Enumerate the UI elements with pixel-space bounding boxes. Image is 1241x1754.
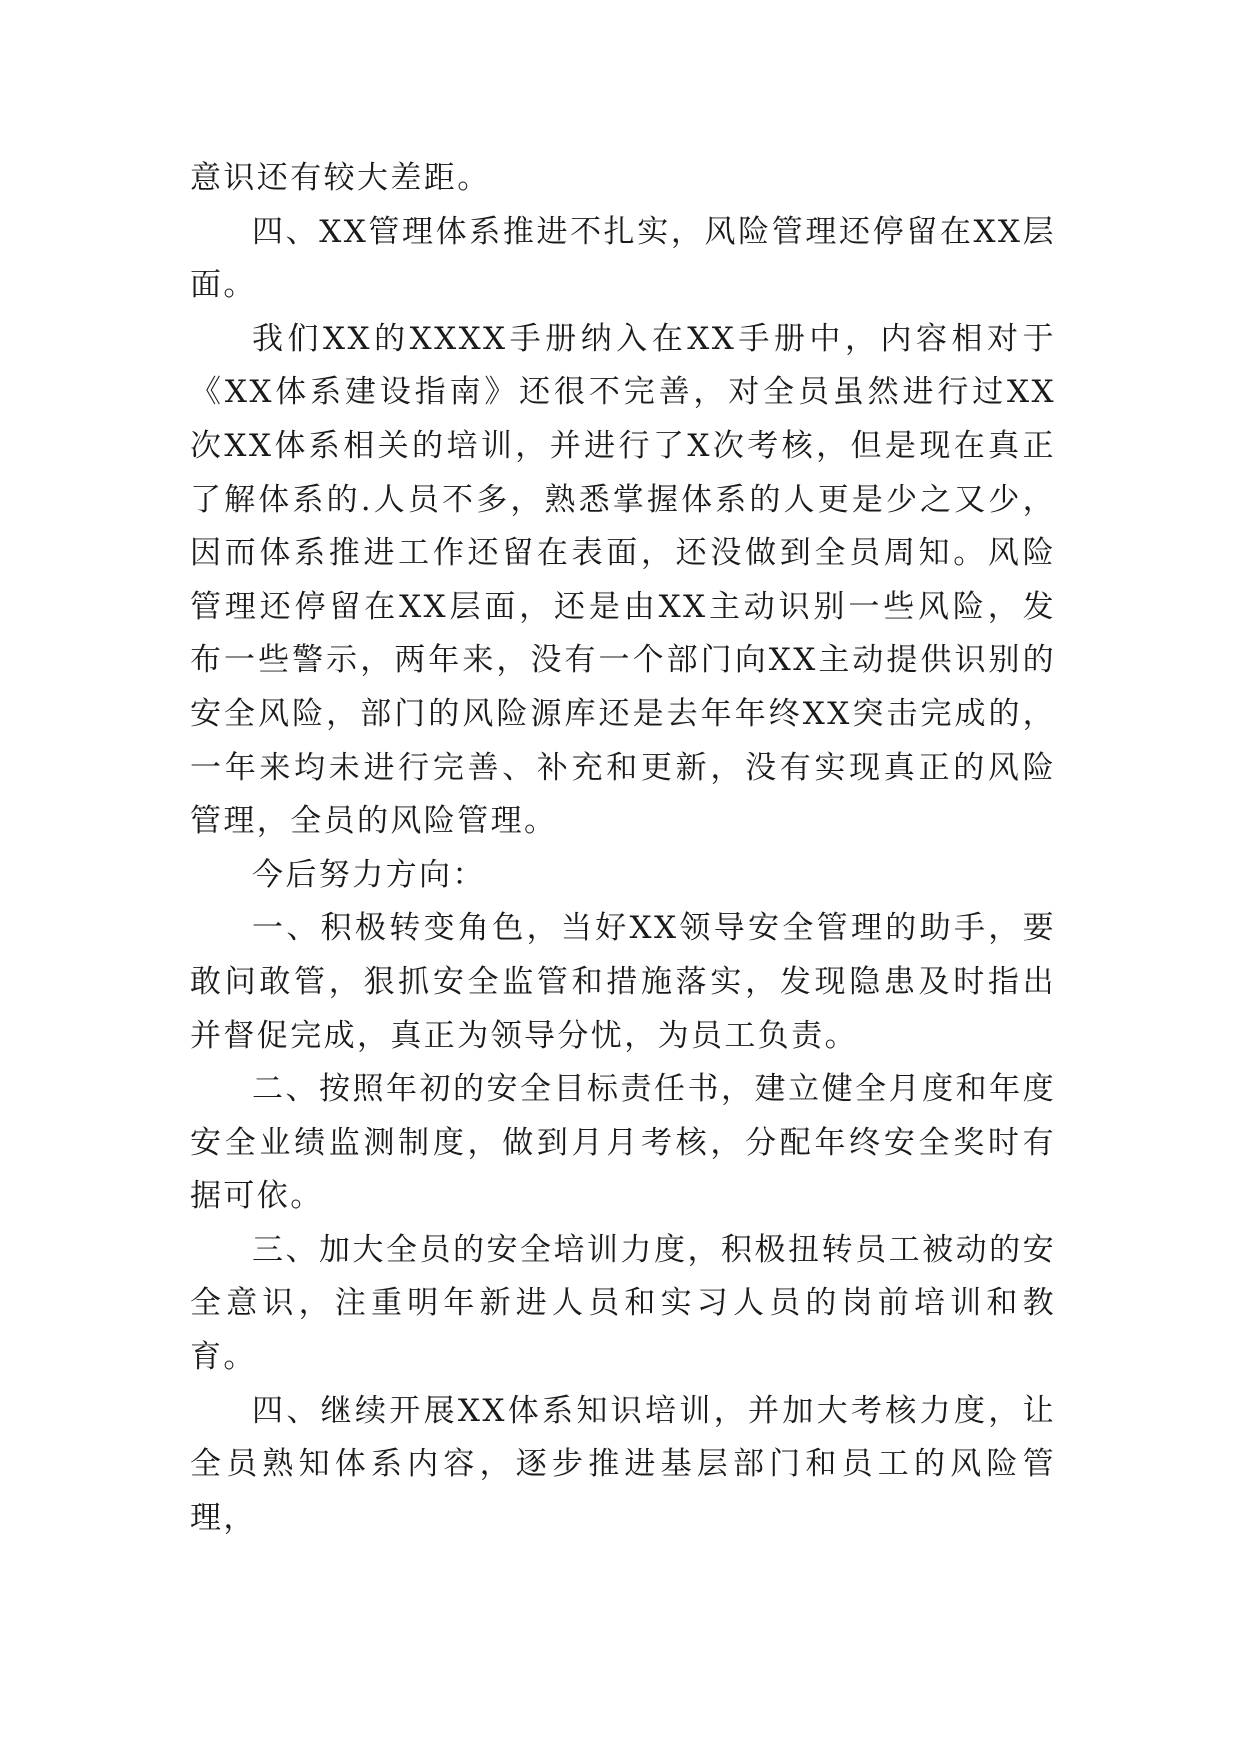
paragraph-direction-four: 四、继续开展XX体系知识培训，并加大考核力度，让全员熟知体系内容，逐步推进基层部门和员工的风险管理， [190,1392,1056,1536]
paragraph-direction-one: 一、积极转变角色，当好XX领导安全管理的助手，要敢问敢管，狠抓安全监管和措施落实，发现隐患及时指出并督促完成，真正为领导分忧，为员工负责。 [190,910,1056,1054]
paragraph-direction-two: 二、按照年初的安全目标责任书，建立健全月度和年度安全业绩监测制度，做到月月考核，分配年终安全奖时有据可依。 [190,1071,1056,1215]
paragraph-direction-three: 三、加大全员的安全培训力度，积极扭转员工被动的安全意识，注重明年新进人员和实习人员的岗前培训和教育。 [190,1231,1056,1376]
paragraph-future-direction-heading: 今后努力方向： [252,856,486,893]
paragraph-section-four-body: 我们XX的XXXX手册纳入在XX手册中，内容相对于《XX体系建设指南》还很不完善，对全员虽然进行过XX次XX体系相关的培训，并进行了X次考核，但是现在真正了解体系的.人员不多，熟悉掌握体系的人更是少之又少，因而体系推进工作还留在表面，还没做到全员周知。风险管理还停留在XX层面，还是由XX主动识别一些风险，发布一些警示，两年来，没有一个部门向XX主动提供识别的安全风险，部门的风险源库还是去年年终XX突击完成的，一年来均未进行完善、补充和更新，没有实现真正的风险管理，全员的风险管理。 [190,320,1056,840]
paragraph-section-four-heading: 四、XX管理体系推进不扎实，风险管理还停留在XX层面。 [190,213,1056,304]
paragraph-continued: 意识还有较大差距。 [190,160,491,196]
document-body [190,152,1056,1545]
